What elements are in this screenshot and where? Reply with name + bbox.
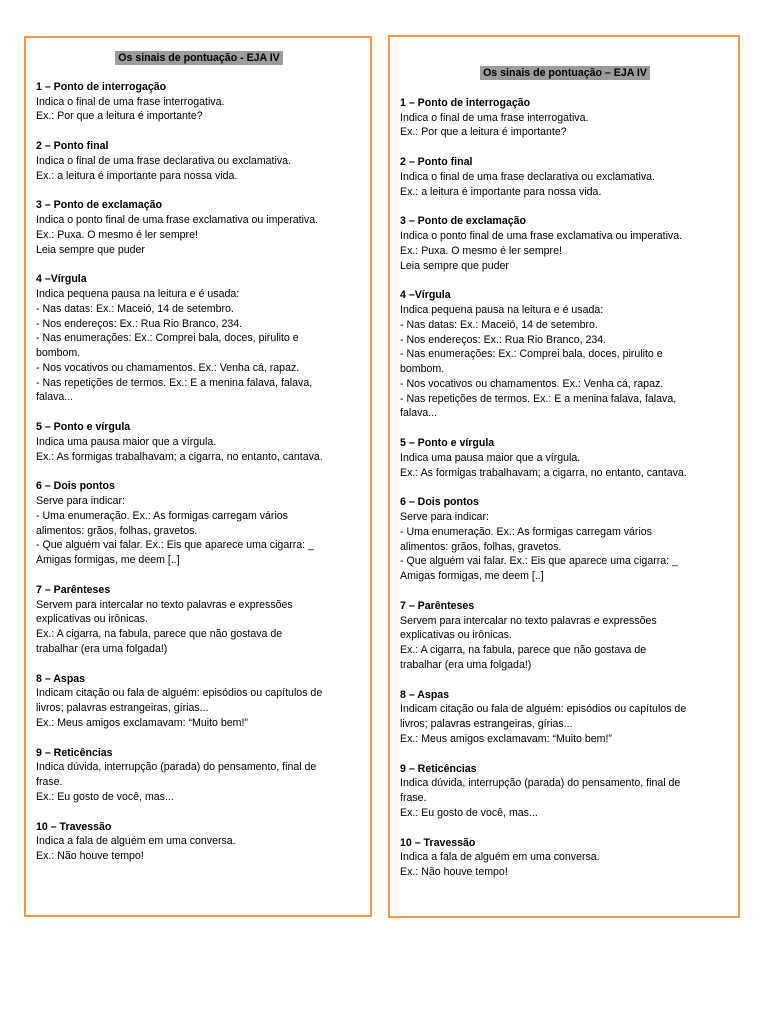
section-text-line: - Que alguém vai falar. Ex.: Eis que aparece uma cigarra: _ <box>36 539 314 552</box>
section-heading: 8 – Aspas <box>36 672 86 685</box>
title-row <box>400 66 730 81</box>
section-text-line: Indica uma pausa maior que a vírgula. <box>36 435 217 448</box>
section-heading: 2 – Ponto final <box>400 156 473 168</box>
section-text-line: Indica dúvida, interrupção (parada) do pensamento, final de <box>400 777 681 790</box>
section-heading: 9 – Reticências <box>400 762 477 775</box>
sections-list <box>400 96 730 880</box>
punctuation-section <box>36 672 362 731</box>
section-text-line: - Uma enumeração. Ex.: As formigas carregam vários <box>400 525 652 538</box>
section-heading: 3 – Ponto de exclamação <box>36 199 163 212</box>
section-heading: 1 – Ponto de interrogação <box>36 80 167 93</box>
section-heading: 5 – Ponto e vírgula <box>36 421 131 433</box>
section-text-line: Ex.: Não houve tempo! <box>400 866 508 878</box>
section-text-line: - Nas datas: Ex.: Maceió, 14 de setembro. <box>400 318 598 331</box>
section-text-line: Leia sempre que puder <box>400 259 509 272</box>
section-text-line: Ex.: Puxa. O mesmo é ler sempre! <box>36 228 198 241</box>
handout-title: Os sinais de pontuação – EJA IV <box>480 66 650 80</box>
punctuation-section <box>36 420 362 464</box>
punctuation-section <box>400 762 730 821</box>
sections-list <box>36 80 362 864</box>
section-text-line: Ex.: a leitura é importante para nossa vida. <box>400 185 602 198</box>
punctuation-section <box>36 820 362 864</box>
section-text-line: Indicam citação ou fala de alguém: episódios ou capítulos de <box>36 687 323 700</box>
section-text-line: - Nas enumerações: Ex.: Comprei bala, doces, pirulito e <box>36 332 299 345</box>
section-text-line: Ex.: Eu gosto de você, mas... <box>400 806 538 819</box>
handout-card-left <box>24 36 372 917</box>
section-text-line: - Uma enumeração. Ex.: As formigas carregam vários <box>36 509 288 522</box>
section-heading: 4 –Vírgula <box>400 289 451 302</box>
punctuation-section <box>36 272 362 405</box>
section-text-line: frase. <box>36 776 63 788</box>
section-text-line: Leia sempre que puder <box>36 243 145 256</box>
section-text-line: Ex.: A cigarra, na fabula, parece que não gostava de <box>36 628 283 640</box>
section-text-line: explicativas ou irônicas. <box>36 613 148 626</box>
punctuation-section <box>400 214 730 273</box>
section-heading: 5 – Ponto e vírgula <box>400 437 495 449</box>
section-text-line: - Nas enumerações: Ex.: Comprei bala, doces, pirulito e <box>400 348 663 361</box>
punctuation-section <box>400 96 730 140</box>
section-heading: 8 – Aspas <box>400 688 450 701</box>
section-text-line: Indica o final de uma frase interrogativa. <box>36 95 225 108</box>
section-text-line: Indica o ponto final de uma frase exclamativa ou imperativa. <box>36 214 319 226</box>
section-heading: 1 – Ponto de interrogação <box>400 96 531 109</box>
title-row <box>36 51 362 66</box>
punctuation-section <box>36 479 362 568</box>
section-text-line: - Nos endereços: Ex.: Rua Rio Branco, 234. <box>400 333 607 346</box>
handout-title: Os sinais de pontuação - EJA IV <box>115 51 283 65</box>
section-text-line: falava... <box>36 391 74 404</box>
section-heading: 3 – Ponto de exclamação <box>400 215 527 228</box>
section-text-line: Ex.: Por que a leitura é importante? <box>400 126 567 139</box>
section-text-line: Indicam citação ou fala de alguém: episódios ou capítulos de <box>400 703 687 716</box>
section-text-line: Ex.: Meus amigos exclamavam: “Muito bem!” <box>400 732 612 745</box>
section-heading: 2 – Ponto final <box>36 140 109 152</box>
section-text-line: bombom. <box>36 347 81 359</box>
section-text-line: Serve para indicar: <box>36 495 125 507</box>
punctuation-section <box>400 495 730 584</box>
section-text-line: Ex.: Meus amigos exclamavam: “Muito bem!” <box>36 716 248 729</box>
section-text-line: Indica o ponto final de uma frase exclamativa ou imperativa. <box>400 230 683 242</box>
punctuation-section <box>36 746 362 805</box>
punctuation-section <box>36 583 362 657</box>
section-text-line: - Nas repetições de termos. Ex.: E a menina falava, falava, <box>400 392 677 405</box>
section-text-line: Indica pequena pausa na leitura e é usada: <box>36 288 240 300</box>
section-text-line: Ex.: a leitura é importante para nossa vida. <box>36 169 238 182</box>
section-text-line: livros; palavras estrangeiras, gírias... <box>36 702 209 714</box>
section-text-line: - Nos vocativos ou chamamentos. Ex.: Venha cá, rapaz. <box>36 361 300 374</box>
section-heading: 10 – Travessão <box>400 836 476 849</box>
section-text-line: falava... <box>400 407 438 420</box>
punctuation-section <box>400 288 730 421</box>
section-text-line: Indica a fala de alguém em uma conversa. <box>400 851 600 864</box>
section-text-line: Indica uma pausa maior que a vírgula. <box>400 451 581 464</box>
section-text-line: Ex.: Por que a leitura é importante? <box>36 110 203 123</box>
section-text-line: Ex.: As formigas trabalhavam; a cigarra, no entanto, cantava. <box>400 466 687 479</box>
punctuation-section <box>400 436 730 480</box>
section-text-line: Ex.: Puxa. O mesmo é ler sempre! <box>400 244 562 257</box>
section-text-line: Amigas formigas, me deem [..] <box>36 554 180 566</box>
section-text-line: Ex.: As formigas trabalhavam; a cigarra, no entanto, cantava. <box>36 450 323 463</box>
section-heading: 7 – Parênteses <box>36 583 111 596</box>
section-heading: 7 – Parênteses <box>400 599 475 612</box>
section-text-line: - Nos vocativos ou chamamentos. Ex.: Venha cá, rapaz. <box>400 377 664 390</box>
section-text-line: Indica o final de uma frase declarativa ou exclamativa. <box>36 154 291 167</box>
section-text-line: livros; palavras estrangeiras, gírias... <box>400 718 573 730</box>
section-text-line: Indica a fala de alguém em uma conversa. <box>36 835 236 848</box>
section-text-line: explicativas ou irônicas. <box>400 629 512 642</box>
section-text-line: Indica o final de uma frase declarativa ou exclamativa. <box>400 170 655 183</box>
punctuation-section <box>400 836 730 880</box>
section-text-line: bombom. <box>400 363 445 375</box>
section-text-line: Indica dúvida, interrupção (parada) do pensamento, final de <box>36 761 317 774</box>
section-text-line: Indica pequena pausa na leitura e é usada: <box>400 304 604 316</box>
handout-card-right <box>388 35 740 918</box>
section-text-line: - Que alguém vai falar. Ex.: Eis que aparece uma cigarra: _ <box>400 555 678 568</box>
punctuation-section <box>36 80 362 124</box>
section-heading: 6 – Dois pontos <box>400 496 479 509</box>
punctuation-section <box>400 599 730 673</box>
section-heading: 10 – Travessão <box>36 820 112 833</box>
section-text-line: - Nas datas: Ex.: Maceió, 14 de setembro. <box>36 302 234 315</box>
section-heading: 9 – Reticências <box>36 746 113 759</box>
section-text-line: alimentos: grãos, folhas, gravetos. <box>36 524 198 537</box>
section-text-line: Servem para intercalar no texto palavras e expressões <box>36 598 293 611</box>
section-text-line: Ex.: Não houve tempo! <box>36 850 144 862</box>
section-heading: 4 –Vírgula <box>36 273 87 286</box>
section-text-line: - Nas repetições de termos. Ex.: E a menina falava, falava, <box>36 376 313 389</box>
section-text-line: - Nos endereços: Ex.: Rua Rio Branco, 234. <box>36 317 243 330</box>
section-text-line: Serve para indicar: <box>400 511 489 523</box>
punctuation-section <box>36 139 362 183</box>
section-text-line: Ex.: A cigarra, na fabula, parece que não gostava de <box>400 644 647 656</box>
section-text-line: Ex.: Eu gosto de você, mas... <box>36 790 174 803</box>
section-text-line: trabalhar (era uma folgada!) <box>400 658 532 671</box>
section-heading: 6 – Dois pontos <box>36 480 115 493</box>
punctuation-section <box>36 198 362 257</box>
punctuation-section <box>400 155 730 199</box>
section-text-line: Indica o final de uma frase interrogativa. <box>400 111 589 124</box>
section-text-line: Servem para intercalar no texto palavras e expressões <box>400 614 657 627</box>
punctuation-section <box>400 688 730 747</box>
section-text-line: trabalhar (era uma folgada!) <box>36 642 168 655</box>
section-text-line: frase. <box>400 792 427 804</box>
section-text-line: alimentos: grãos, folhas, gravetos. <box>400 540 562 553</box>
section-text-line: Amigas formigas, me deem [..] <box>400 570 544 582</box>
